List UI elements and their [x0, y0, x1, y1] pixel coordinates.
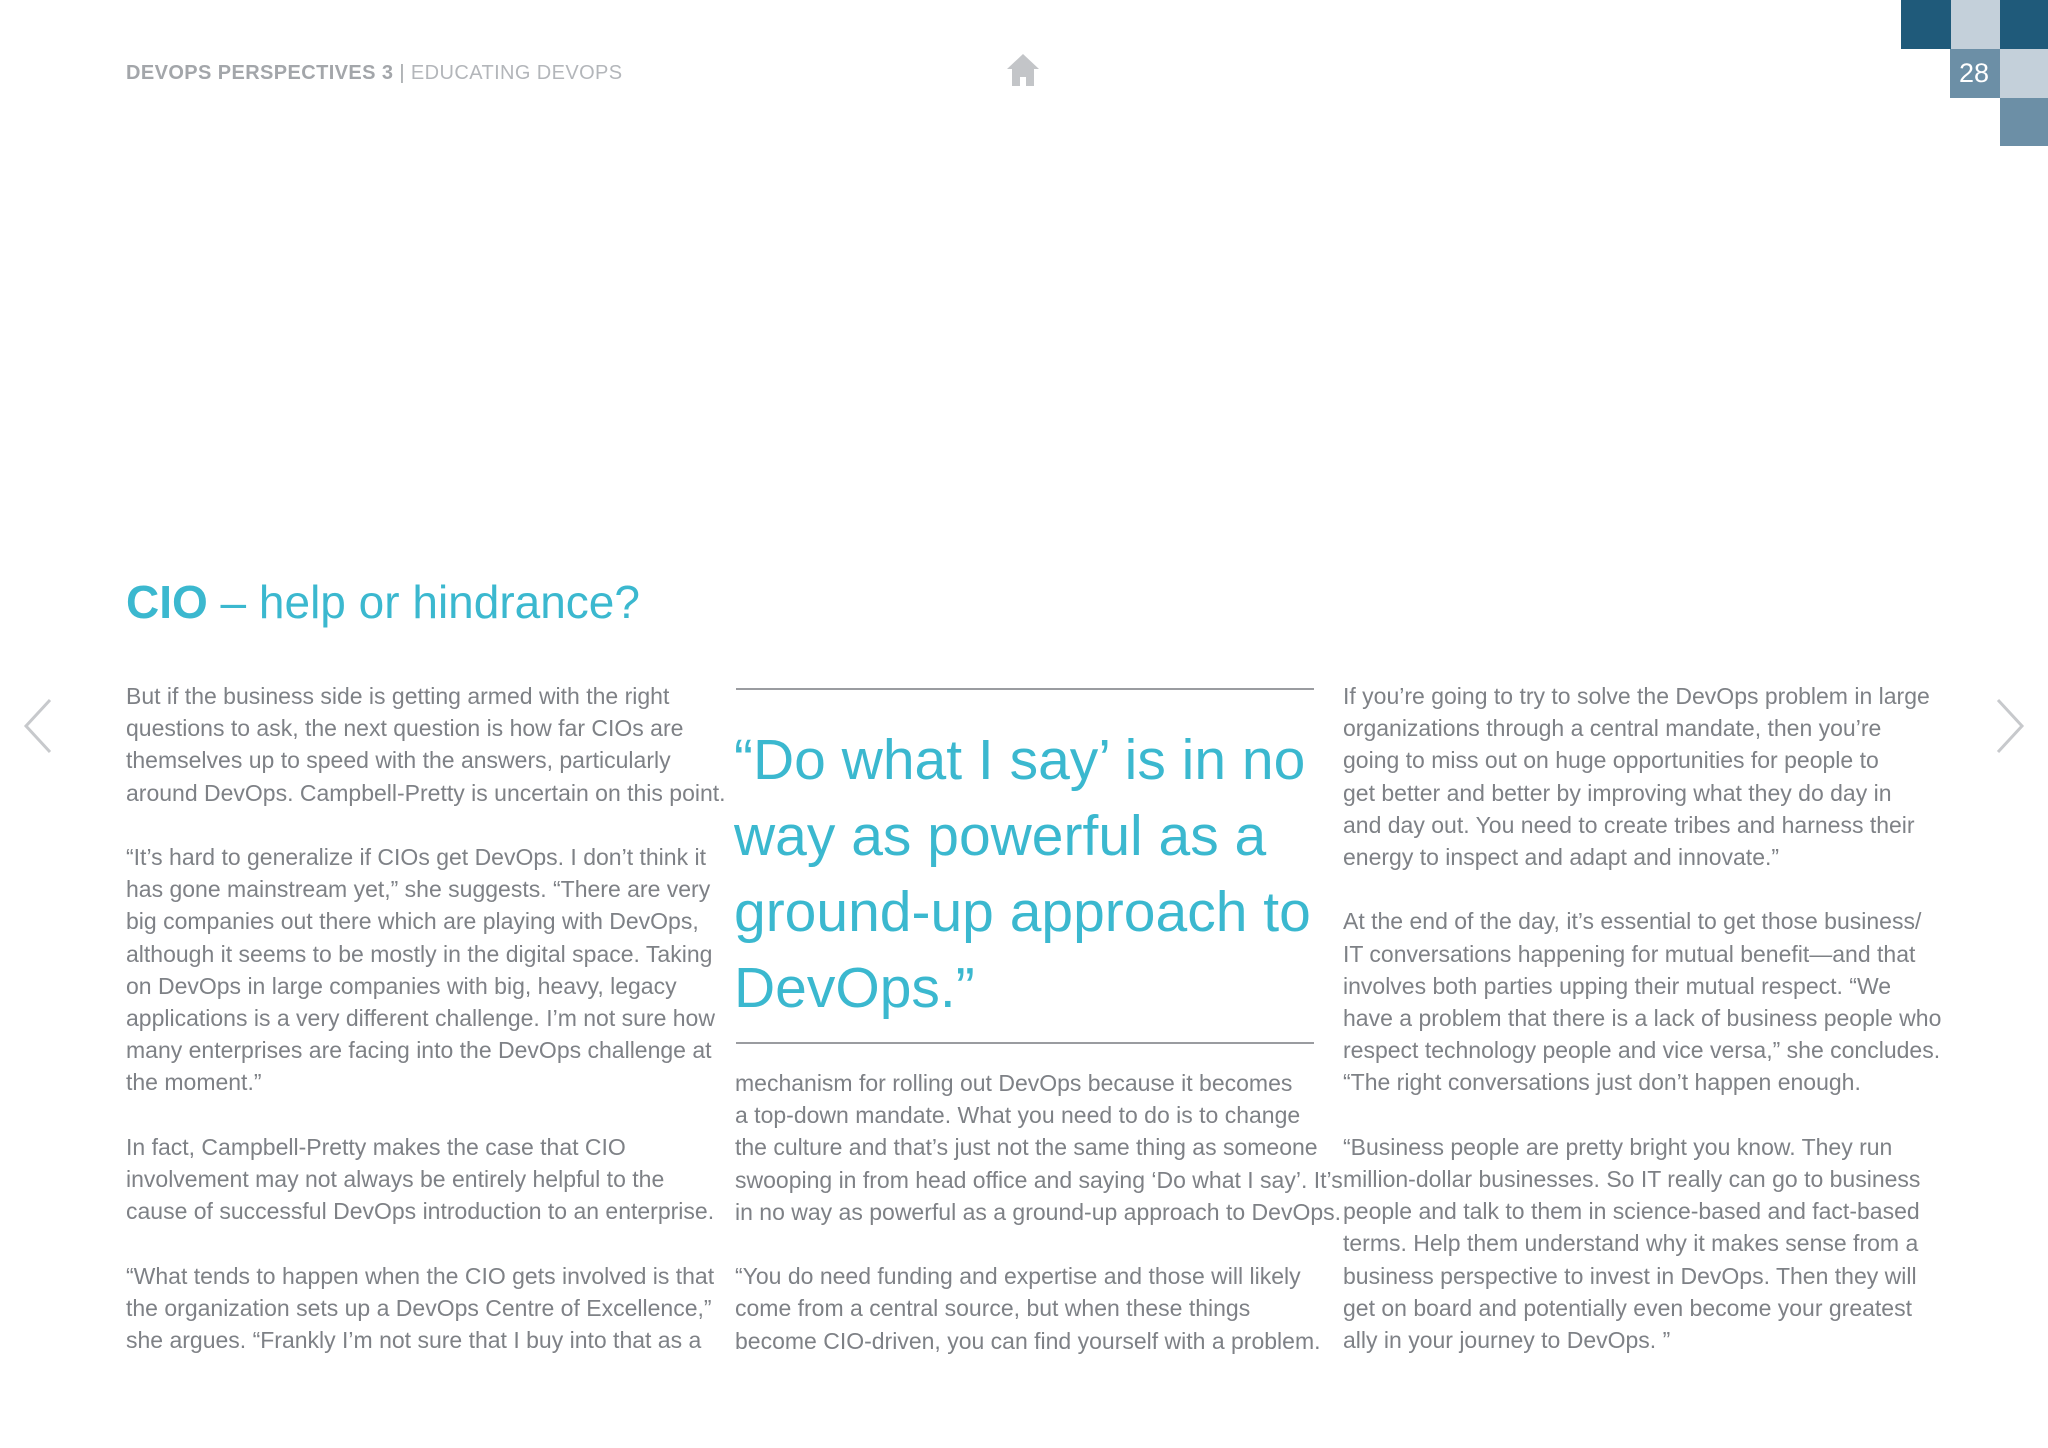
text-line: million-dollar businesses. So IT really can go to business: [1343, 1166, 1921, 1193]
text-line: ally in your journey to DevOps. ”: [1343, 1327, 1671, 1354]
text-line: get on board and potentially even become your greatest: [1343, 1294, 1912, 1321]
section-title: EDUCATING DEVOPS: [410, 62, 623, 84]
text-line: have a problem that there is a lack of business people who: [1343, 1005, 1942, 1032]
header-title: [126, 62, 623, 85]
text-line: in no way as powerful as a ground-up approach to DevOps.: [735, 1198, 1342, 1225]
text-line: terms. Help them understand why it makes sense from a: [1343, 1230, 1919, 1257]
text-line: “Business people are pretty bright you know. They run: [1343, 1133, 1893, 1160]
text-line: she argues. “Frankly I’m not sure that I buy into that as a: [126, 1327, 702, 1354]
text-line: the organization sets up a DevOps Centre of Excellence,”: [126, 1294, 712, 1321]
text-line: on DevOps in large companies with big, heavy, legacy: [126, 972, 677, 999]
corner-square-light: [2000, 49, 2048, 98]
column-1-paragraph-2: [126, 841, 726, 1099]
text-line: come from a central source, but when these things: [735, 1295, 1251, 1322]
column-2: [735, 1067, 1343, 1389]
text-line: swooping in from head office and saying ‘Do what I say’. It’s: [735, 1166, 1343, 1193]
text-line: business perspective to invest in DevOps. Then they will: [1343, 1262, 1917, 1289]
column-1-paragraph-3: [126, 1131, 726, 1228]
text-line: “The right conversations just don’t happen enough.: [1343, 1069, 1861, 1096]
text-line: “You do need funding and expertise and those will likely: [735, 1263, 1301, 1290]
column-3: [1343, 680, 1941, 1388]
corner-square-mid: [2000, 98, 2048, 146]
text-line: mechanism for rolling out DevOps because it becomes: [735, 1070, 1293, 1096]
text-line: get better and better by improving what they do day in: [1343, 779, 1892, 806]
text-line: become CIO-driven, you can find yourself with a problem.: [735, 1327, 1321, 1354]
column-2-paragraph-1: [735, 1067, 1343, 1228]
corner-square-dark: [2000, 0, 2048, 49]
text-line: In fact, Campbell-Pretty makes the case that CIO: [126, 1133, 626, 1160]
text-line: “What tends to happen when the CIO gets involved is that: [126, 1262, 715, 1289]
pull-quote-line: DevOps.”: [734, 956, 975, 1020]
text-line: applications is a very different challenge. I’m not sure how: [126, 1005, 715, 1032]
header-separator: |: [399, 62, 405, 84]
pull-quote-top-rule: [736, 688, 1314, 690]
text-line: themselves up to speed with the answers, particularly: [126, 747, 671, 774]
text-line: and day out. You need to create tribes and harness their: [1343, 811, 1915, 838]
pull-quote-line: ground-up approach to: [734, 880, 1311, 944]
pull-quote-bottom-rule: [736, 1042, 1314, 1044]
section-heading: [126, 575, 640, 629]
text-line: cause of successful DevOps introduction to an enterprise.: [126, 1198, 715, 1225]
home-icon[interactable]: [1005, 52, 1041, 88]
column-1-paragraph-4: [126, 1260, 726, 1357]
column-3-paragraph-2: [1343, 905, 1941, 1098]
pull-quote: [734, 722, 1311, 1026]
text-line: At the end of the day, it’s essential to get those business/: [1343, 908, 1922, 935]
page-number: 28: [1958, 58, 1990, 88]
text-line: many enterprises are facing into the DevOps challenge at: [126, 1037, 712, 1064]
pull-quote-line: “Do what I say’ is in no: [734, 728, 1306, 792]
text-line: involvement may not always be entirely helpful to the: [126, 1166, 665, 1193]
text-line: people and talk to them in science-based and fact-based: [1343, 1198, 1920, 1225]
text-line: around DevOps. Campbell-Pretty is uncertain on this point.: [126, 779, 726, 806]
column-1-paragraph-1: [126, 680, 726, 809]
text-line: involves both parties upping their mutual respect. “We: [1343, 972, 1892, 999]
text-line: IT conversations happening for mutual benefit—and that: [1343, 940, 1916, 967]
column-3-paragraph-3: [1343, 1131, 1941, 1356]
column-2-paragraph-2: [735, 1260, 1343, 1357]
text-line: the culture and that’s just not the same thing as someone: [735, 1134, 1318, 1161]
text-line: If you’re going to try to solve the DevOps problem in large: [1343, 683, 1930, 709]
pull-quote-line: way as powerful as a: [734, 804, 1267, 868]
heading-rest: – help or hindrance?: [207, 576, 640, 628]
corner-square-light: [1951, 0, 2000, 49]
heading-bold: CIO: [126, 576, 208, 628]
column-1: [126, 680, 726, 1388]
text-line: “It’s hard to generalize if CIOs get DevOps. I don’t think it: [126, 844, 706, 870]
corner-square-dark: [1901, 0, 1951, 49]
column-3-paragraph-1: [1343, 680, 1941, 873]
text-line: energy to inspect and adapt and innovate.”: [1343, 844, 1780, 871]
text-line: big companies out there which are playing with DevOps,: [126, 908, 699, 935]
series-title: DEVOPS PERSPECTIVES 3: [126, 62, 394, 84]
text-line: the moment.”: [126, 1069, 262, 1096]
text-line: questions to ask, the next question is how far CIOs are: [126, 715, 684, 742]
text-line: although it seems to be mostly in the digital space. Taking: [126, 940, 713, 967]
text-line: respect technology people and vice versa,” she concludes.: [1343, 1037, 1941, 1064]
text-line: organizations through a central mandate, then you’re: [1343, 715, 1882, 742]
text-line: going to miss out on huge opportunities for people to: [1343, 747, 1879, 774]
text-line: a top-down mandate. What you need to do is to change: [735, 1102, 1301, 1129]
text-line: has gone mainstream yet,” she suggests. “There are very: [126, 876, 711, 903]
chevron-left-icon[interactable]: [18, 696, 58, 756]
chevron-right-icon[interactable]: [1990, 696, 2030, 756]
text-line: But if the business side is getting armed with the right: [126, 683, 670, 709]
